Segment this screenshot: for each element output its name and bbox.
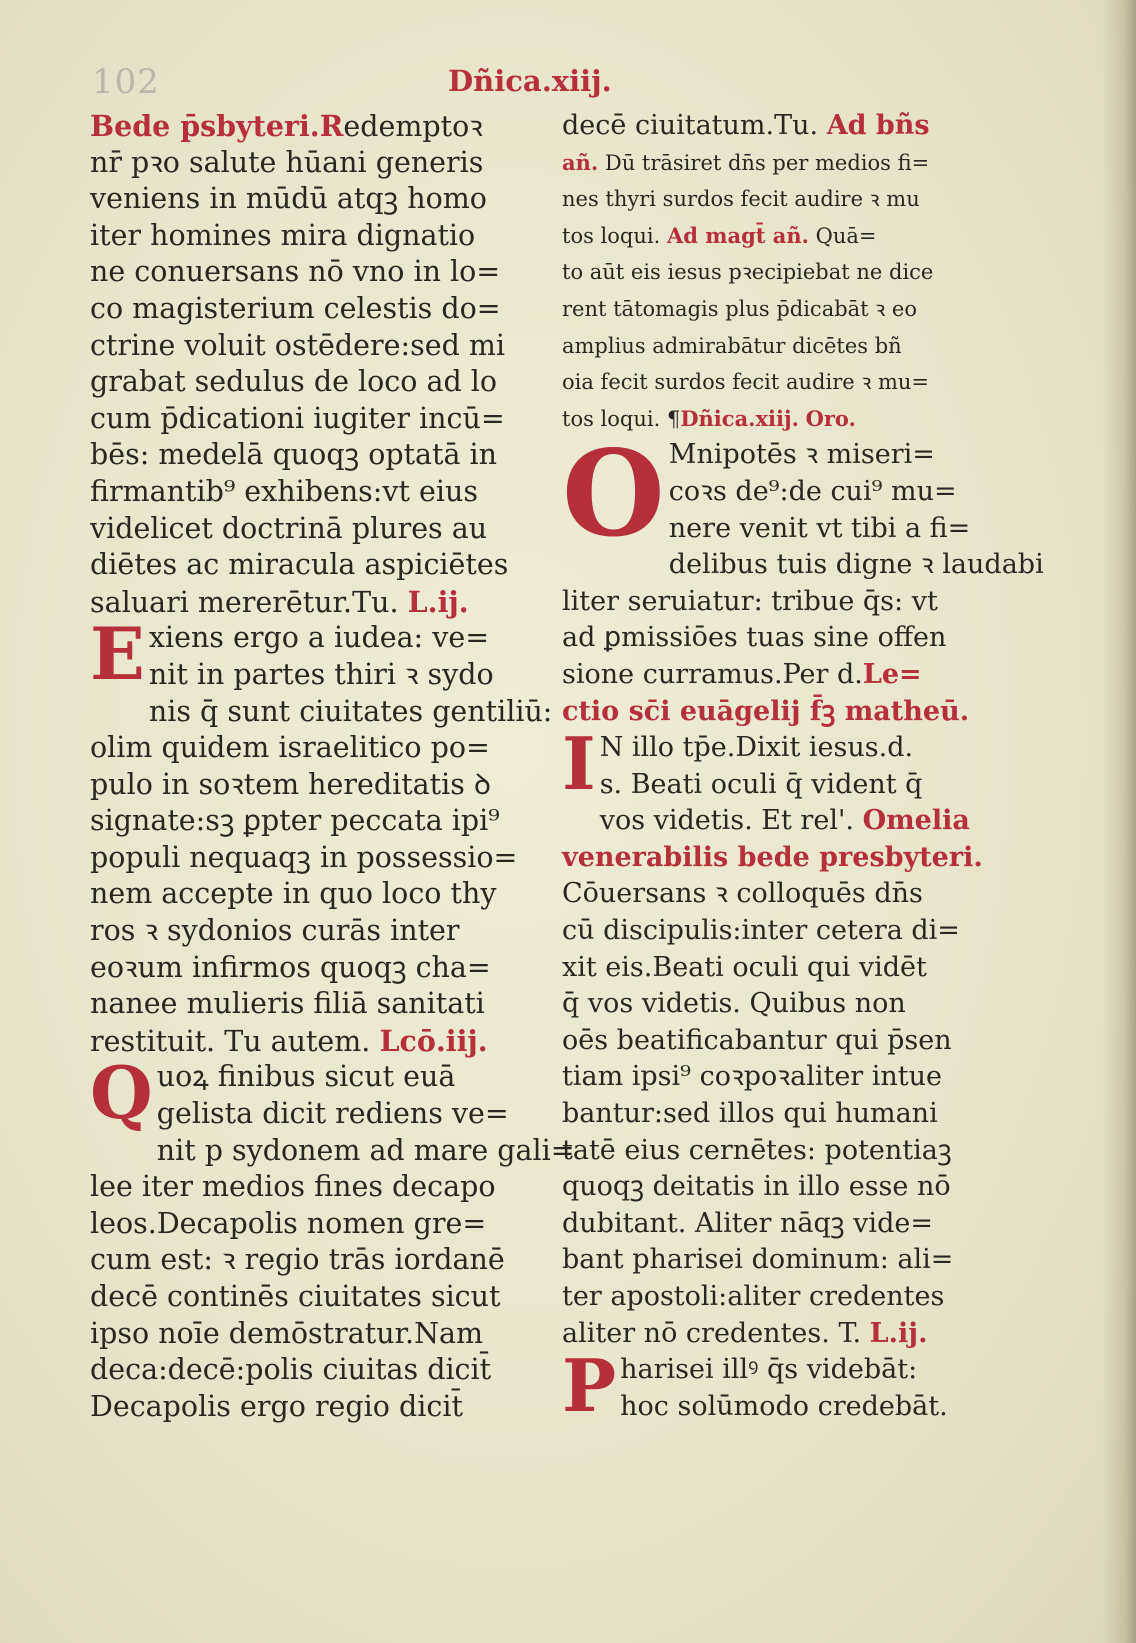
paragraph-quorum (90, 1050, 538, 1136)
text-line: hoc solūmodo credebāt. (620, 1390, 948, 1422)
initial-letter: R (319, 109, 344, 143)
text-line: eoꝛum infirmos quoqꝫ cha= (90, 950, 491, 984)
text-line: Decapolis ergo regio dicit̄ (90, 1389, 463, 1423)
running-head: Dñica.xiij. (448, 64, 612, 98)
text-line: Mnipotēs ꝛ miseri= (668, 439, 935, 471)
text-line: signate:sꝫ ꝑpter peccata ipi⁹ (90, 804, 500, 838)
rubric: Oro. (805, 405, 856, 431)
text-line: dubitant. Aliter nāqꝫ vide= (562, 1207, 933, 1239)
text-line: amplius admirabātur dicētes bñ (562, 333, 902, 358)
text-line: nr̄ pꝛo salute hūani generis (90, 145, 484, 179)
rubric: Lcō.iij. (379, 1023, 488, 1058)
text-line: N illo tp̄e.Dixit iesus.d. (599, 732, 914, 764)
line-text: Per d. (782, 658, 863, 690)
rubric: L.ij. (869, 1317, 928, 1349)
text-line: coꝛs de⁹:de cui⁹ mu= (668, 475, 957, 507)
line-text: restituit. (90, 1024, 216, 1058)
text-line: nis q̄ sunt ciuitates gentiliū: (148, 694, 553, 728)
text-line: nit in partes thiri ꝛ sydo (148, 657, 494, 691)
cue-text: T. (838, 1317, 862, 1349)
text-line: xiens ergo a iudea: ve= (148, 621, 490, 655)
line-text: Quā= (815, 223, 877, 248)
text-line: oia fecit surdos fecit audire ꝛ mu= (562, 370, 930, 395)
text-line (562, 108, 1010, 145)
text-line: oēs beatificabantur qui p̄sen (562, 1024, 952, 1056)
text-line (562, 401, 1010, 438)
paragraph-exiens (90, 611, 538, 697)
initial-letter: P (562, 1343, 617, 1429)
text-line: harisei illꝰ q̄s videbāt: (620, 1354, 918, 1386)
text-line: s. Beati oculi q̄ vident q̄ (599, 768, 923, 800)
text-line: tatē eius cernētes: potentiaꝫ (562, 1134, 952, 1166)
text-line (562, 1316, 1010, 1353)
text-line: veniens in mūdū atqꝫ homo (90, 182, 487, 216)
text-line: cū discipulis:inter cetera di= (562, 915, 960, 947)
paragraph-omnipotens (562, 424, 1010, 564)
faint-folio-number: 102 (92, 62, 160, 102)
line-text: Dū trāsiret dn̄s per medios fi= (604, 150, 930, 175)
cue-text: Tu. (352, 585, 399, 619)
text-line: ne conuersans nō vno in lo= (90, 255, 501, 289)
text-line (562, 218, 1010, 255)
text-line: q̄ vos videtis. Quibus non (562, 988, 906, 1020)
initial-letter: O (562, 424, 665, 564)
line-text: tos loqui. (562, 406, 661, 431)
text-line: liter seruiatur: tribue q̄s: vt (562, 585, 938, 617)
text-line: ad ꝑmissiōes tuas sine offen (562, 622, 947, 654)
pilcrow: ¶ (666, 406, 681, 431)
paragraph-in-illo (562, 721, 1010, 807)
text-line: delibus tuis digne ꝛ laudabi (668, 549, 1044, 581)
rubric: Dñica.xiij. (680, 405, 799, 431)
text-line: nes thyri surdos fecit audire ꝛ mu (562, 187, 920, 212)
text-line: ctrine voluit ostēdere:sed mi (90, 328, 506, 362)
text-line: ter apostoli:aliter credentes (562, 1281, 945, 1312)
text-line (90, 584, 538, 621)
paragraph-pharisei (562, 1343, 1010, 1429)
page-edge-shadow (1102, 0, 1136, 1643)
text-line (562, 145, 1010, 182)
text-line: bantur:sed illos qui humani (562, 1098, 938, 1130)
line-text: decē ciuitatum. (562, 110, 775, 141)
text-line: pulo in soꝛtem hereditatis ꝺ (90, 767, 491, 801)
text-line: xit eis.Beati oculi qui vidēt (562, 951, 927, 983)
line-text: saluari mererētur. (90, 585, 353, 619)
text-line: ipso noīe demōstratur.Nam (90, 1316, 484, 1350)
text-line: gelista dicit rediens ve= (156, 1097, 509, 1131)
text-line: bēs: medelā quoqꝫ optatā in (90, 438, 498, 472)
text-line: iter homines mira dignatio (90, 218, 476, 252)
text-line: grabat sedulus de loco ad lo (90, 365, 498, 399)
line-text: aliter nō credentes. (562, 1317, 830, 1349)
rubric: L.ij. (407, 584, 469, 619)
text-line: decē continēs ciuitates sicut (90, 1280, 501, 1313)
left-column (90, 108, 575, 1425)
text-line: quoqꝫ deitatis in illo esse nō (562, 1171, 951, 1203)
text-line (90, 1023, 538, 1060)
rubric: añ. (562, 149, 599, 175)
text-line: nit p sydonem ad mare gali= (156, 1133, 575, 1167)
text-line: videlicet doctrinā plures au (90, 511, 488, 545)
text-line: ros ꝛ sydonios curās inter (90, 914, 460, 948)
text-line: Cōuersans ꝛ colloquēs dn̄s (562, 878, 923, 910)
text-line: cum p̄dicationi iugiter incū= (90, 401, 505, 435)
text-line: uoꝝ finibus sicut euā (156, 1060, 456, 1094)
text-line: co magisterium celestis do= (90, 291, 501, 325)
text-line (562, 657, 1010, 694)
text-line: deca:decē:polis ciuitas dicit̄ (90, 1353, 492, 1387)
text-line: nem accepte in quo loco thy (90, 877, 497, 911)
line-text: sione curramus. (562, 658, 783, 690)
text-line: bant pharisei dominum: ali= (562, 1244, 954, 1276)
initial-letter: Q (90, 1050, 153, 1136)
initial-letter: I (562, 721, 596, 807)
cue-text: Tu autem. (224, 1024, 371, 1058)
text-line (562, 803, 1010, 840)
rubric: Le= (862, 658, 922, 690)
initial-letter: E (90, 611, 145, 697)
text-line: rent tātomagis plus p̄dicabāt ꝛ eo (562, 296, 917, 321)
text-line: leos.Decapolis nomen gre= (90, 1206, 487, 1240)
text-line: venerabilis bede presbyteri. (562, 841, 983, 873)
text-line: nanee mulieris filiā sanitati (90, 987, 485, 1021)
text-line: nere venit vt tibi a fi= (668, 512, 971, 544)
line-text: tos loqui. (562, 223, 661, 248)
rubric: Ad magt̄ añ. (666, 222, 809, 248)
text-line: tiam ipsi⁹ coꝛpoꝛaliter intue (562, 1061, 943, 1093)
text-line: diētes ac miracula aspiciētes (90, 548, 509, 582)
rubric: Ad bñs (826, 110, 930, 141)
text-line: populi nequaqꝫ in possessio= (90, 840, 518, 874)
cue-text: Tu. (774, 110, 819, 141)
text-line: cum est: ꝛ regio trās iordanē (90, 1243, 505, 1277)
text-line: ctio sc̄i euāgelij f̄ꝫ matheū. (562, 695, 970, 727)
text-line: to aūt eis iesus pꝛecipiebat ne dice (562, 260, 934, 285)
text-line (90, 108, 538, 145)
rubric: Bede p̄sbyteri. (90, 109, 320, 143)
line-text: edemptoꝛ (343, 110, 483, 143)
line-text: vos videtis. Et rel'. (599, 805, 854, 837)
text-line: lee iter medios fines decapo (90, 1170, 496, 1204)
right-column (562, 108, 1044, 1429)
text-line: olim quidem israelitico po= (90, 731, 490, 765)
rubric: Omelia (862, 805, 970, 837)
text-line: firmantib⁹ exhibens:vt eius (90, 474, 478, 508)
